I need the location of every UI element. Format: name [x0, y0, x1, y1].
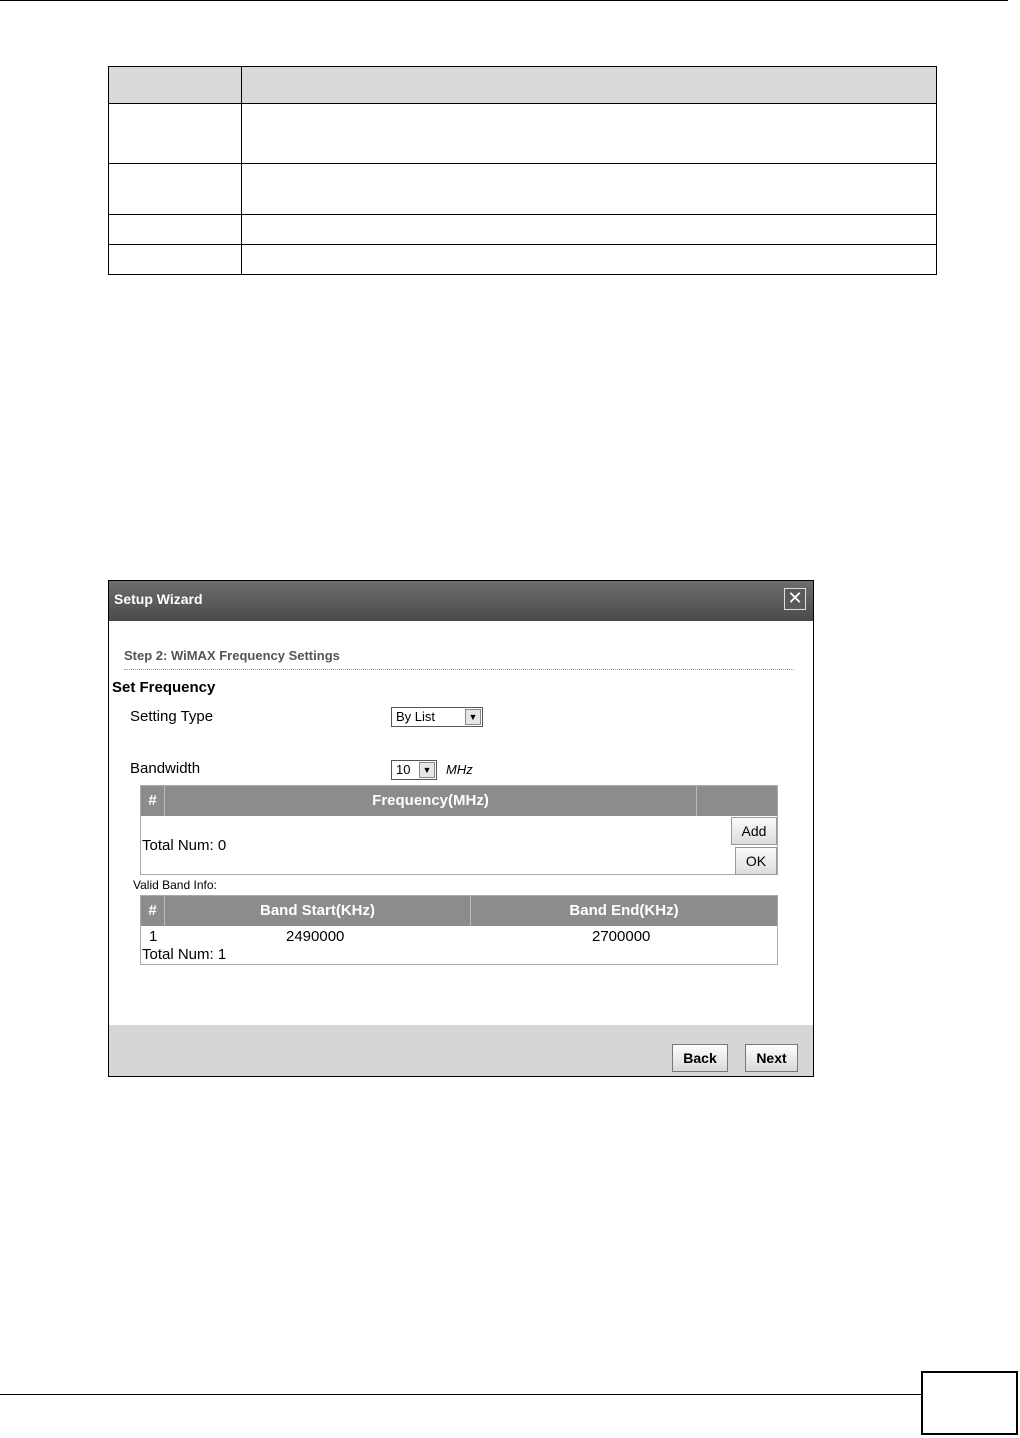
setting-type-value: By List: [396, 709, 436, 724]
column-header-band-end: Band End(KHz): [471, 896, 777, 926]
next-button[interactable]: Next: [745, 1044, 798, 1072]
chevron-down-icon: ▼: [465, 709, 481, 725]
frequency-table: [140, 785, 778, 875]
column-header-number: #: [141, 896, 165, 926]
table-row: [109, 215, 937, 245]
close-icon[interactable]: ✕: [784, 588, 806, 610]
footer-rule: [0, 1394, 921, 1395]
setting-type-select[interactable]: [391, 707, 483, 727]
bandwidth-unit: MHz: [446, 762, 473, 777]
frequency-total: Total Num: 0: [142, 837, 227, 854]
bandwidth-value: 10: [396, 762, 411, 777]
band-row-start: 2490000: [286, 928, 345, 945]
column-header-band-start: Band Start(KHz): [165, 896, 471, 926]
column-header-actions: [697, 786, 777, 816]
wizard-title-bar: [109, 581, 813, 621]
wizard-title: Setup Wizard: [114, 591, 203, 607]
setting-type-label: Setting Type: [130, 708, 214, 725]
step-heading: Step 2: WiMAX Frequency Settings: [124, 648, 340, 663]
table-row: [109, 164, 937, 215]
wizard-footer: [109, 1025, 813, 1076]
dotted-divider: [124, 669, 794, 670]
chevron-down-icon: ▼: [419, 762, 435, 778]
band-row-number: 1: [149, 928, 158, 945]
band-table: [140, 895, 778, 965]
table-row: [109, 245, 937, 275]
table-row: [109, 104, 937, 164]
bandwidth-select[interactable]: [391, 760, 437, 780]
bandwidth-label: Bandwidth: [130, 760, 201, 777]
band-total: Total Num: 1: [142, 946, 227, 963]
ok-button[interactable]: OK: [735, 847, 777, 875]
description-table: [108, 66, 937, 275]
header-rule: [0, 0, 1008, 1]
band-row-end: 2700000: [592, 928, 651, 945]
column-header-frequency: Frequency(MHz): [165, 786, 697, 816]
page-number-box: [921, 1371, 1018, 1435]
back-button[interactable]: Back: [672, 1044, 728, 1072]
add-button[interactable]: Add: [731, 817, 777, 845]
column-header-number: #: [141, 786, 165, 816]
section-title: Set Frequency: [112, 679, 216, 696]
valid-band-label: Valid Band Info:: [133, 878, 217, 892]
table-header-row: [109, 67, 937, 104]
setup-wizard-window: [108, 580, 814, 1077]
